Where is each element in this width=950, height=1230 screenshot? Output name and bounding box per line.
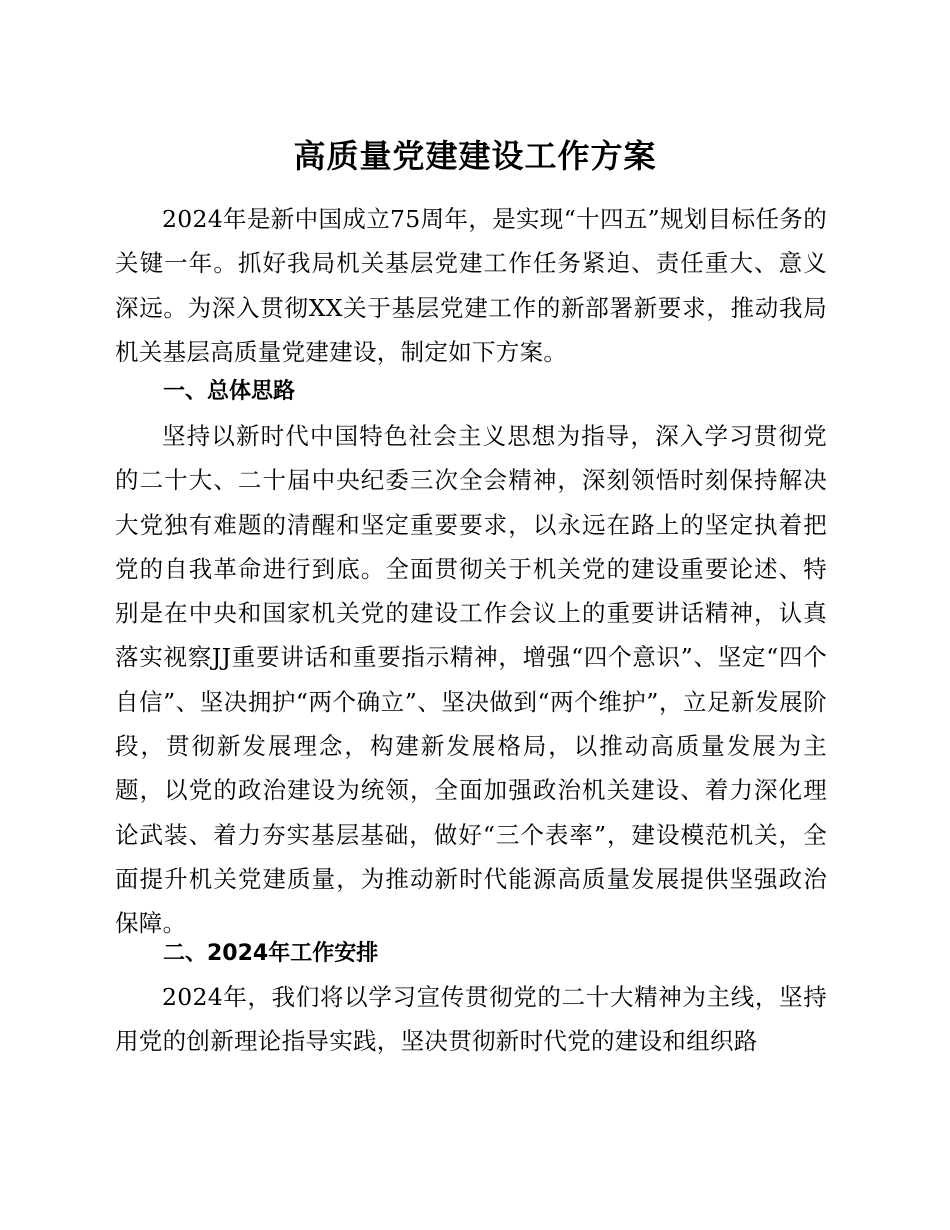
work-arrangement-paragraph: 2024年，我们将以学习宣传贯彻党的二十大精神为主线，坚持用党的创新理论指导实践，坚决贯彻新时代党的建设和组织路: [115, 983, 827, 1056]
document-title: 高质量党建建设工作方案: [293, 137, 657, 175]
overall-approach-paragraph: 坚持以新时代中国特色社会主义思想为指导，深入学习贯彻党的二十大、二十届中央纪委三次全会精神，深刻领悟时刻保持解决大党独有难题的清醒和坚定重要要求，以永远在路上的坚定执着把党的自我革命进行到底。全面贯彻关于机关党的建设重要论述、特别是在中央和国家机关党的建设工作会议上的重要讲话精神，认真落实视察JJ重要讲话和重要指示精神，增强“四个意识”、坚定“四个自信”、坚决拥护“两个确立”、坚决做到“两个维护”，立足新发展阶段，贯彻新发展理念，构建新发展格局，以推动高质量发展为主题，以党的政治建设为统领，全面加强政治机关建设、着力深化理论武装、着力夯实基层基础，做好“三个表率”，建设模范机关，全面提升机关党建质量，为推动新时代能源高质量发展提供坚强政治保障。: [115, 422, 827, 938]
section-heading-work-arrangement: 二、2024年工作安排: [163, 941, 379, 966]
intro-paragraph: 2024年是新中国成立75周年，是实现“十四五”规划目标任务的关键一年。抓好我局机关基层党建工作任务紧迫、责任重大、意义深远。为深入贯彻XX关于基层党建工作的新部署新要求，推动我局机关基层高质量党建建设，制定如下方案。: [115, 205, 827, 366]
section-heading-overall-approach: 一、总体思路: [163, 379, 296, 404]
